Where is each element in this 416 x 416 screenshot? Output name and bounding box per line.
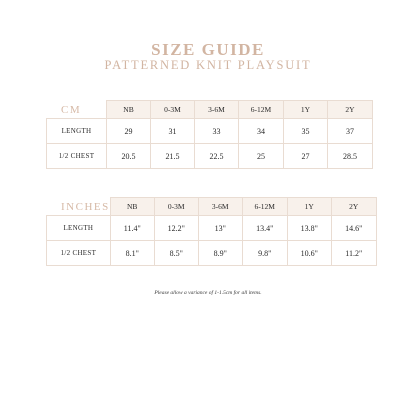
page-subtitle: PATTERNED KNIT PLAYSUIT — [104, 58, 312, 72]
table-row — [47, 119, 373, 144]
size-header: 0-3M — [151, 101, 195, 119]
size-header: 2Y — [328, 101, 373, 119]
row-label: LENGTH — [47, 216, 111, 241]
table-cell: 11.2" — [331, 241, 376, 266]
table-cell: 27 — [284, 144, 328, 169]
table-cell: 29 — [107, 119, 151, 144]
row-label: 1/2 CHEST — [47, 241, 111, 266]
table-cell: 33 — [195, 119, 239, 144]
size-header: 6-12M — [242, 198, 287, 216]
size-header: NB — [107, 101, 151, 119]
page-title: SIZE GUIDE — [151, 40, 265, 59]
table-cell: 37 — [328, 119, 373, 144]
table-cell: 13.4" — [242, 216, 287, 241]
table-cell: 10.6" — [287, 241, 331, 266]
table-cell: 20.5 — [107, 144, 151, 169]
size-header: 1Y — [287, 198, 331, 216]
size-header: 2Y — [331, 198, 376, 216]
table-cell: 8.1" — [110, 241, 154, 266]
table-cell: 21.5 — [151, 144, 195, 169]
table-row — [47, 241, 377, 266]
variance-note: Please allow a variance of 1-1.5cm for all items. — [154, 290, 262, 296]
inches-unit-label: INCHES — [47, 198, 111, 216]
table-cell: 12.2" — [154, 216, 198, 241]
row-label: LENGTH — [47, 119, 107, 144]
size-header: 3-6M — [195, 101, 239, 119]
table-row — [47, 144, 373, 169]
table-cell: 34 — [239, 119, 284, 144]
table-cell: 8.5" — [154, 241, 198, 266]
inches-size-table — [46, 197, 377, 266]
table-cell: 14.6" — [331, 216, 376, 241]
table-cell: 13.8" — [287, 216, 331, 241]
size-header: 0-3M — [154, 198, 198, 216]
table-cell: 31 — [151, 119, 195, 144]
size-header: 6-12M — [239, 101, 284, 119]
size-header: 3-6M — [198, 198, 242, 216]
table-cell: 35 — [284, 119, 328, 144]
row-label: 1/2 CHEST — [47, 144, 107, 169]
cm-unit-label: CM — [47, 101, 107, 119]
table-cell: 8.9" — [198, 241, 242, 266]
size-header: NB — [110, 198, 154, 216]
table-cell: 28.5 — [328, 144, 373, 169]
table-cell: 9.8" — [242, 241, 287, 266]
size-header: 1Y — [284, 101, 328, 119]
table-cell: 11.4" — [110, 216, 154, 241]
cm-size-table — [46, 100, 373, 169]
table-row — [47, 216, 377, 241]
table-cell: 22.5 — [195, 144, 239, 169]
table-cell: 13" — [198, 216, 242, 241]
table-cell: 25 — [239, 144, 284, 169]
